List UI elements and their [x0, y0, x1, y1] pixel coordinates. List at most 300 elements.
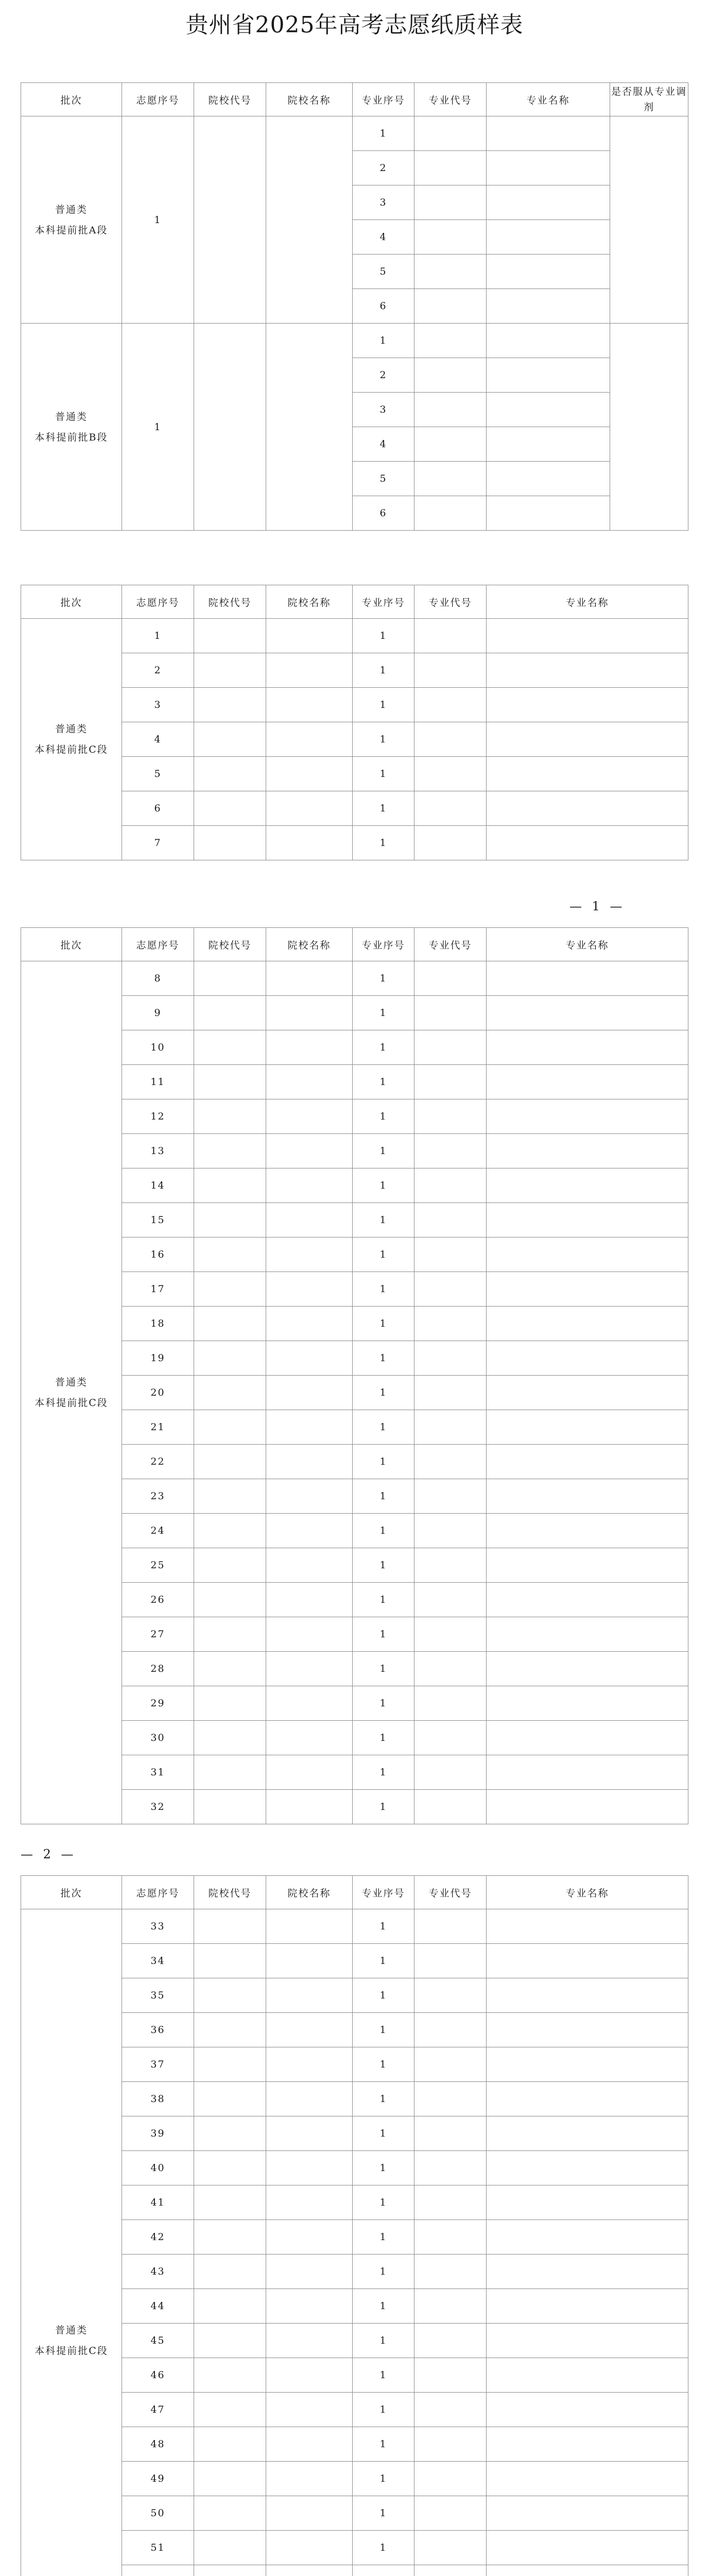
school-code-c-32[interactable] — [194, 1790, 266, 1824]
header-adjust: 是否服从专业调剂 — [610, 83, 688, 116]
school-name-c-3[interactable] — [266, 688, 353, 722]
school-name-c-26[interactable] — [266, 1583, 353, 1617]
school-code-c-11[interactable] — [194, 1065, 266, 1099]
major-name-c-51[interactable] — [487, 2531, 688, 2565]
school-name-c-47[interactable] — [266, 2393, 353, 2427]
major-code-c-34[interactable] — [414, 1944, 487, 1978]
major-name-c-2[interactable] — [487, 653, 688, 688]
major-code-c-47[interactable] — [414, 2393, 487, 2427]
school-name-c-17[interactable] — [266, 1272, 353, 1307]
school-code-c-38[interactable] — [194, 2082, 266, 2116]
choice-no-c-18: 18 — [122, 1307, 194, 1341]
school-code-c-20[interactable] — [194, 1376, 266, 1410]
major-no-a-2: 2 — [353, 151, 414, 185]
choice-no-c-46: 46 — [122, 2358, 194, 2393]
major-code-c-19[interactable] — [414, 1341, 487, 1376]
school-name-c-27[interactable] — [266, 1617, 353, 1652]
major-name-a-5[interactable] — [487, 255, 610, 289]
school-name-c-31[interactable] — [266, 1755, 353, 1790]
major-name-c-8[interactable] — [487, 961, 688, 996]
major-name-c-36[interactable] — [487, 2013, 688, 2047]
choice-no-c-10: 10 — [122, 1030, 194, 1065]
major-no-c-10: 1 — [353, 1030, 414, 1065]
school-name-c-37[interactable] — [266, 2047, 353, 2082]
major-name-c-49[interactable] — [487, 2462, 688, 2496]
major-code-c-3[interactable] — [414, 688, 487, 722]
school-code-c-48[interactable] — [194, 2427, 266, 2462]
major-name-c-7[interactable] — [487, 826, 688, 860]
choice-no-a: 1 — [122, 116, 194, 324]
choice-no-c-36: 36 — [122, 2013, 194, 2047]
major-name-c-29[interactable] — [487, 1686, 688, 1721]
major-code-c-24[interactable] — [414, 1514, 487, 1548]
school-code-c-10[interactable] — [194, 1030, 266, 1065]
major-no-c-20: 1 — [353, 1376, 414, 1410]
major-code-b-5[interactable] — [414, 462, 487, 496]
major-code-a-5[interactable] — [414, 255, 487, 289]
school-name-c-43[interactable] — [266, 2255, 353, 2289]
school-name-c-28[interactable] — [266, 1652, 353, 1686]
major-code-a-1[interactable] — [414, 116, 487, 151]
major-no-c-6: 1 — [353, 791, 414, 826]
major-no-c-15: 1 — [353, 1203, 414, 1238]
school-code-c-46[interactable] — [194, 2358, 266, 2393]
major-name-c-23[interactable] — [487, 1479, 688, 1514]
major-name-b-6[interactable] — [487, 496, 610, 531]
school-code-c-33[interactable] — [194, 1909, 266, 1944]
choice-no-c-38: 38 — [122, 2082, 194, 2116]
school-code-c-23[interactable] — [194, 1479, 266, 1514]
major-code-c-18[interactable] — [414, 1307, 487, 1341]
page-title: 贵州省2025年高考志愿纸质样表 — [185, 12, 524, 38]
choice-no-c-23: 23 — [122, 1479, 194, 1514]
school-code-c-13[interactable] — [194, 1134, 266, 1168]
school-name-c-52[interactable] — [266, 2565, 353, 2576]
batch-c-line1: 普通类 — [55, 723, 88, 735]
major-no-c-17: 1 — [353, 1272, 414, 1307]
major-name-c-4[interactable] — [487, 722, 688, 757]
major-name-c-25[interactable] — [487, 1548, 688, 1583]
school-name-c-46[interactable] — [266, 2358, 353, 2393]
major-no-b-1: 1 — [353, 324, 414, 358]
school-name-c-4[interactable] — [266, 722, 353, 757]
school-name-c-49[interactable] — [266, 2462, 353, 2496]
major-name-c-9[interactable] — [487, 996, 688, 1030]
batch-b-line2: 本科提前批B段 — [34, 431, 108, 443]
school-code-c-40[interactable] — [194, 2151, 266, 2185]
school-code-c-21[interactable] — [194, 1410, 266, 1445]
major-name-c-10[interactable] — [487, 1030, 688, 1065]
school-name-c-32[interactable] — [266, 1790, 353, 1824]
major-code-c-21[interactable] — [414, 1410, 487, 1445]
major-name-c-20[interactable] — [487, 1376, 688, 1410]
major-name-c-31[interactable] — [487, 1755, 688, 1790]
major-code-c-31[interactable] — [414, 1755, 487, 1790]
school-name-c-29[interactable] — [266, 1686, 353, 1721]
major-name-c-42[interactable] — [487, 2220, 688, 2255]
school-code-c-49[interactable] — [194, 2462, 266, 2496]
school-code-c-24[interactable] — [194, 1514, 266, 1548]
major-no-c-16: 1 — [353, 1238, 414, 1272]
header-batch: 批次 — [21, 1876, 122, 1909]
major-name-c-30[interactable] — [487, 1721, 688, 1755]
choice-no-c-21: 21 — [122, 1410, 194, 1445]
major-name-c-21[interactable] — [487, 1410, 688, 1445]
choice-no-c-31: 31 — [122, 1755, 194, 1790]
major-code-c-50[interactable] — [414, 2496, 487, 2531]
school-name-c-2[interactable] — [266, 653, 353, 688]
major-no-c-38: 1 — [353, 2082, 414, 2116]
major-name-c-34[interactable] — [487, 1944, 688, 1978]
major-no-c-11: 1 — [353, 1065, 414, 1099]
major-name-b-2[interactable] — [487, 358, 610, 393]
major-code-c-22[interactable] — [414, 1445, 487, 1479]
school-code-c-15[interactable] — [194, 1203, 266, 1238]
school-name-c-7[interactable] — [266, 826, 353, 860]
major-code-b-2[interactable] — [414, 358, 487, 393]
school-code-c-1[interactable] — [194, 619, 266, 653]
major-name-c-26[interactable] — [487, 1583, 688, 1617]
school-code-c-39[interactable] — [194, 2116, 266, 2151]
major-no-c-36: 1 — [353, 2013, 414, 2047]
school-code-c-19[interactable] — [194, 1341, 266, 1376]
school-name-c-18[interactable] — [266, 1307, 353, 1341]
major-code-c-13[interactable] — [414, 1134, 487, 1168]
adjust-a[interactable] — [610, 116, 688, 324]
major-name-b-3[interactable] — [487, 393, 610, 427]
header-school-name: 院校名称 — [266, 83, 353, 116]
school-name-c-48[interactable] — [266, 2427, 353, 2462]
major-no-c-13: 1 — [353, 1134, 414, 1168]
school-name-c-9[interactable] — [266, 996, 353, 1030]
major-name-c-52[interactable] — [487, 2565, 688, 2576]
major-code-c-2[interactable] — [414, 653, 487, 688]
choice-no-c-11: 11 — [122, 1065, 194, 1099]
major-name-c-40[interactable] — [487, 2151, 688, 2185]
school-code-c-29[interactable] — [194, 1686, 266, 1721]
choice-no-c-27: 27 — [122, 1617, 194, 1652]
school-name-c-34[interactable] — [266, 1944, 353, 1978]
major-name-b-1[interactable] — [487, 324, 610, 358]
major-name-c-12[interactable] — [487, 1099, 688, 1134]
school-name-c-1[interactable] — [266, 619, 353, 653]
major-name-a-1[interactable] — [487, 116, 610, 151]
school-code-c-22[interactable] — [194, 1445, 266, 1479]
major-code-c-44[interactable] — [414, 2289, 487, 2324]
school-name-c-35[interactable] — [266, 1978, 353, 2013]
major-name-c-13[interactable] — [487, 1134, 688, 1168]
major-code-c-8[interactable] — [414, 961, 487, 996]
choice-no-c-29: 29 — [122, 1686, 194, 1721]
school-code-c-3[interactable] — [194, 688, 266, 722]
school-code-c-51[interactable] — [194, 2531, 266, 2565]
major-code-c-38[interactable] — [414, 2082, 487, 2116]
school-code-c-14[interactable] — [194, 1168, 266, 1203]
major-no-c-9: 1 — [353, 996, 414, 1030]
school-name-c-50[interactable] — [266, 2496, 353, 2531]
batch-cell-c — [21, 619, 122, 860]
choice-no-c-5: 5 — [122, 757, 194, 791]
major-no-c-46: 1 — [353, 2358, 414, 2393]
school-name-b[interactable] — [266, 324, 353, 531]
school-code-c-34[interactable] — [194, 1944, 266, 1978]
school-code-b[interactable] — [194, 324, 266, 531]
major-name-c-1[interactable] — [487, 619, 688, 653]
school-name-c-45[interactable] — [266, 2324, 353, 2358]
major-code-c-14[interactable] — [414, 1168, 487, 1203]
major-no-c-37: 1 — [353, 2047, 414, 2082]
school-code-c-8[interactable] — [194, 961, 266, 996]
school-name-c-12[interactable] — [266, 1099, 353, 1134]
school-name-c-16[interactable] — [266, 1238, 353, 1272]
major-code-b-4[interactable] — [414, 427, 487, 462]
school-code-c-42[interactable] — [194, 2220, 266, 2255]
major-code-c-37[interactable] — [414, 2047, 487, 2082]
major-code-c-33[interactable] — [414, 1909, 487, 1944]
major-name-c-14[interactable] — [487, 1168, 688, 1203]
school-name-c-8[interactable] — [266, 961, 353, 996]
school-name-c-25[interactable] — [266, 1548, 353, 1583]
school-code-c-44[interactable] — [194, 2289, 266, 2324]
school-code-c-47[interactable] — [194, 2393, 266, 2427]
major-code-c-28[interactable] — [414, 1652, 487, 1686]
header-batch: 批次 — [21, 83, 122, 116]
school-name-c-40[interactable] — [266, 2151, 353, 2185]
school-name-c-39[interactable] — [266, 2116, 353, 2151]
major-code-c-42[interactable] — [414, 2220, 487, 2255]
school-code-c-9[interactable] — [194, 996, 266, 1030]
major-code-c-4[interactable] — [414, 722, 487, 757]
school-code-c-26[interactable] — [194, 1583, 266, 1617]
major-code-b-1[interactable] — [414, 324, 487, 358]
major-name-c-41[interactable] — [487, 2185, 688, 2220]
major-code-c-5[interactable] — [414, 757, 487, 791]
school-code-c-50[interactable] — [194, 2496, 266, 2531]
major-no-a-6: 6 — [353, 289, 414, 324]
header-batch: 批次 — [21, 585, 122, 619]
major-name-c-44[interactable] — [487, 2289, 688, 2324]
major-name-c-5[interactable] — [487, 757, 688, 791]
school-name-c-14[interactable] — [266, 1168, 353, 1203]
major-name-c-43[interactable] — [487, 2255, 688, 2289]
school-name-c-6[interactable] — [266, 791, 353, 826]
school-name-c-21[interactable] — [266, 1410, 353, 1445]
major-name-c-33[interactable] — [487, 1909, 688, 1944]
choice-no-c-17: 17 — [122, 1272, 194, 1307]
major-name-c-28[interactable] — [487, 1652, 688, 1686]
school-code-a[interactable] — [194, 116, 266, 324]
major-no-c-33: 1 — [353, 1909, 414, 1944]
major-code-c-23[interactable] — [414, 1479, 487, 1514]
header-choice-no: 志愿序号 — [122, 928, 194, 961]
major-name-c-45[interactable] — [487, 2324, 688, 2358]
major-name-c-32[interactable] — [487, 1790, 688, 1824]
school-code-c-52[interactable] — [194, 2565, 266, 2576]
school-name-c-15[interactable] — [266, 1203, 353, 1238]
school-name-c-5[interactable] — [266, 757, 353, 791]
choice-no-c-24: 24 — [122, 1514, 194, 1548]
school-name-c-22[interactable] — [266, 1445, 353, 1479]
choice-no-c-37: 37 — [122, 2047, 194, 2082]
major-code-c-6[interactable] — [414, 791, 487, 826]
school-name-c-24[interactable] — [266, 1514, 353, 1548]
major-code-c-49[interactable] — [414, 2462, 487, 2496]
header-major-name: 专业名称 — [487, 1876, 688, 1909]
school-name-c-20[interactable] — [266, 1376, 353, 1410]
major-code-c-45[interactable] — [414, 2324, 487, 2358]
major-name-c-6[interactable] — [487, 791, 688, 826]
school-code-c-12[interactable] — [194, 1099, 266, 1134]
major-name-c-24[interactable] — [487, 1514, 688, 1548]
major-name-c-37[interactable] — [487, 2047, 688, 2082]
major-code-c-15[interactable] — [414, 1203, 487, 1238]
school-name-c-51[interactable] — [266, 2531, 353, 2565]
header-choice-no: 志愿序号 — [122, 1876, 194, 1909]
major-code-c-43[interactable] — [414, 2255, 487, 2289]
major-code-c-35[interactable] — [414, 1978, 487, 2013]
school-name-c-36[interactable] — [266, 2013, 353, 2047]
major-code-c-25[interactable] — [414, 1548, 487, 1583]
choice-no-c-51: 51 — [122, 2531, 194, 2565]
school-name-a[interactable] — [266, 116, 353, 324]
school-code-c-16[interactable] — [194, 1238, 266, 1272]
school-name-c-10[interactable] — [266, 1030, 353, 1065]
major-name-c-27[interactable] — [487, 1617, 688, 1652]
major-name-c-48[interactable] — [487, 2427, 688, 2462]
major-name-a-6[interactable] — [487, 289, 610, 324]
school-code-c-5[interactable] — [194, 757, 266, 791]
major-no-c-19: 1 — [353, 1341, 414, 1376]
major-no-c-51: 1 — [353, 2531, 414, 2565]
choice-no-c-7: 7 — [122, 826, 194, 860]
school-code-c-45[interactable] — [194, 2324, 266, 2358]
major-code-c-10[interactable] — [414, 1030, 487, 1065]
major-name-c-19[interactable] — [487, 1341, 688, 1376]
school-code-c-4[interactable] — [194, 722, 266, 757]
school-code-c-18[interactable] — [194, 1307, 266, 1341]
major-code-a-3[interactable] — [414, 185, 487, 220]
school-code-c-31[interactable] — [194, 1755, 266, 1790]
school-name-c-38[interactable] — [266, 2082, 353, 2116]
school-name-c-30[interactable] — [266, 1721, 353, 1755]
major-code-a-6[interactable] — [414, 289, 487, 324]
school-name-c-23[interactable] — [266, 1479, 353, 1514]
batch-b-line1: 普通类 — [55, 411, 88, 422]
major-no-c-47: 1 — [353, 2393, 414, 2427]
school-name-c-13[interactable] — [266, 1134, 353, 1168]
major-name-c-11[interactable] — [487, 1065, 688, 1099]
choice-no-c-26: 26 — [122, 1583, 194, 1617]
batch-a-line1: 普通类 — [55, 204, 88, 215]
school-name-c-11[interactable] — [266, 1065, 353, 1099]
major-code-c-20[interactable] — [414, 1376, 487, 1410]
school-code-c-37[interactable] — [194, 2047, 266, 2082]
school-code-c-25[interactable] — [194, 1548, 266, 1583]
major-code-c-29[interactable] — [414, 1686, 487, 1721]
school-code-c-30[interactable] — [194, 1721, 266, 1755]
major-name-c-15[interactable] — [487, 1203, 688, 1238]
major-name-c-39[interactable] — [487, 2116, 688, 2151]
major-code-c-12[interactable] — [414, 1099, 487, 1134]
major-code-c-40[interactable] — [414, 2151, 487, 2185]
major-code-c-16[interactable] — [414, 1238, 487, 1272]
major-code-c-36[interactable] — [414, 2013, 487, 2047]
choice-no-c-2: 2 — [122, 653, 194, 688]
table-row — [21, 961, 688, 996]
major-name-c-18[interactable] — [487, 1307, 688, 1341]
school-name-c-44[interactable] — [266, 2289, 353, 2324]
choice-no-c-41: 41 — [122, 2185, 194, 2220]
major-code-c-51[interactable] — [414, 2531, 487, 2565]
major-code-b-3[interactable] — [414, 393, 487, 427]
header-school-name: 院校名称 — [266, 585, 353, 619]
major-code-c-48[interactable] — [414, 2427, 487, 2462]
major-code-c-41[interactable] — [414, 2185, 487, 2220]
school-code-c-36[interactable] — [194, 2013, 266, 2047]
major-code-b-6[interactable] — [414, 496, 487, 531]
major-name-c-50[interactable] — [487, 2496, 688, 2531]
major-name-a-4[interactable] — [487, 220, 610, 255]
major-code-c-27[interactable] — [414, 1617, 487, 1652]
major-code-c-52[interactable] — [414, 2565, 487, 2576]
major-name-b-5[interactable] — [487, 462, 610, 496]
major-code-c-39[interactable] — [414, 2116, 487, 2151]
major-name-c-47[interactable] — [487, 2393, 688, 2427]
school-code-c-28[interactable] — [194, 1652, 266, 1686]
major-no-c-12: 1 — [353, 1099, 414, 1134]
school-name-c-19[interactable] — [266, 1341, 353, 1376]
major-name-c-46[interactable] — [487, 2358, 688, 2393]
choice-no-c-13: 13 — [122, 1134, 194, 1168]
major-code-c-17[interactable] — [414, 1272, 487, 1307]
school-code-c-41[interactable] — [194, 2185, 266, 2220]
header-major-name: 专业名称 — [487, 83, 610, 116]
major-name-a-3[interactable] — [487, 185, 610, 220]
school-code-c-35[interactable] — [194, 1978, 266, 2013]
major-code-c-1[interactable] — [414, 619, 487, 653]
major-name-c-22[interactable] — [487, 1445, 688, 1479]
school-name-c-41[interactable] — [266, 2185, 353, 2220]
school-code-c-6[interactable] — [194, 791, 266, 826]
major-name-c-17[interactable] — [487, 1272, 688, 1307]
major-no-c-42: 1 — [353, 2220, 414, 2255]
major-code-c-32[interactable] — [414, 1790, 487, 1824]
school-code-c-27[interactable] — [194, 1617, 266, 1652]
major-code-c-7[interactable] — [414, 826, 487, 860]
major-name-b-4[interactable] — [487, 427, 610, 462]
school-code-c-17[interactable] — [194, 1272, 266, 1307]
school-code-c-7[interactable] — [194, 826, 266, 860]
major-code-c-26[interactable] — [414, 1583, 487, 1617]
school-name-c-42[interactable] — [266, 2220, 353, 2255]
major-name-c-16[interactable] — [487, 1238, 688, 1272]
adjust-b[interactable] — [610, 324, 688, 531]
major-name-c-35[interactable] — [487, 1978, 688, 2013]
major-code-a-2[interactable] — [414, 151, 487, 185]
major-code-c-46[interactable] — [414, 2358, 487, 2393]
major-code-c-30[interactable] — [414, 1721, 487, 1755]
school-name-c-33[interactable] — [266, 1909, 353, 1944]
major-name-c-38[interactable] — [487, 2082, 688, 2116]
major-code-c-9[interactable] — [414, 996, 487, 1030]
school-code-c-2[interactable] — [194, 653, 266, 688]
major-no-c-27: 1 — [353, 1617, 414, 1652]
major-name-c-3[interactable] — [487, 688, 688, 722]
school-code-c-43[interactable] — [194, 2255, 266, 2289]
major-code-c-11[interactable] — [414, 1065, 487, 1099]
major-name-a-2[interactable] — [487, 151, 610, 185]
major-code-a-4[interactable] — [414, 220, 487, 255]
